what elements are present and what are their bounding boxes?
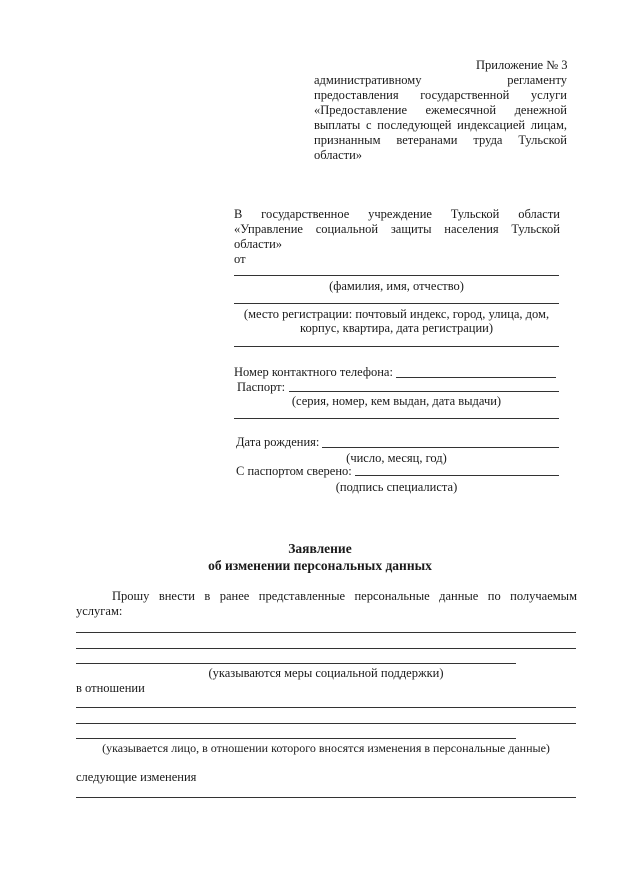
request-text: услугам:	[76, 604, 123, 618]
person-line[interactable]	[76, 738, 516, 739]
measures-line[interactable]	[76, 663, 516, 664]
birth-field[interactable]	[322, 447, 559, 448]
addressee-line: «Управление социальной защиты населения Тульской	[234, 222, 560, 236]
addressee-line: области»	[234, 237, 283, 251]
request-text: Прошу внести в ранее представленные персональные данные по получаемым	[112, 589, 577, 603]
regarding-label: в отношении	[76, 681, 145, 695]
fio-caption: (фамилия, имя, отчество)	[329, 279, 464, 293]
passport-line[interactable]	[234, 418, 559, 419]
appendix-line: предоставления государственной услуги	[314, 88, 567, 102]
measures-line[interactable]	[76, 648, 576, 649]
appendix-line: признанным ветеранами труда Тульской	[314, 133, 567, 147]
appendix-line: области»	[314, 148, 363, 162]
appendix-line: административному регламенту	[314, 73, 567, 87]
addressee-line: В государственное учреждение Тульской области	[234, 207, 560, 221]
statement-subtitle: об изменении персональных данных	[208, 558, 432, 573]
phone-label: Номер контактного телефона:	[234, 365, 393, 379]
person-line[interactable]	[76, 723, 576, 724]
passport-label: Паспорт:	[237, 380, 286, 394]
address-caption: (место регистрации: почтовый индекс, город, улица, дом,	[243, 307, 550, 321]
appendix-number: Приложение № 3	[476, 58, 568, 72]
birth-caption: (число, месяц, год)	[346, 451, 447, 465]
changes-line[interactable]	[76, 797, 576, 798]
person-caption: (указывается лицо, в отношении которого вносятся изменения в персональные данные)	[102, 741, 550, 755]
changes-label: следующие изменения	[76, 770, 197, 784]
birth-label: Дата рождения:	[236, 435, 320, 449]
address-caption: корпус, квартира, дата регистрации)	[300, 321, 493, 335]
statement-title: Заявление	[288, 541, 352, 556]
appendix-line: «Предоставление ежемесячной денежной	[314, 103, 567, 117]
from-label: от	[234, 252, 246, 266]
address-line[interactable]	[234, 346, 559, 347]
passport-field[interactable]	[289, 391, 559, 392]
address-line[interactable]	[234, 303, 559, 304]
person-line[interactable]	[76, 707, 576, 708]
measures-line[interactable]	[76, 632, 576, 633]
passport-caption: (серия, номер, кем выдан, дата выдачи)	[291, 394, 502, 408]
fio-line[interactable]	[234, 275, 559, 276]
phone-field[interactable]	[396, 377, 556, 378]
verified-label: С паспортом сверено:	[236, 464, 352, 478]
verified-caption: (подпись специалиста)	[335, 480, 458, 494]
measures-caption: (указываются меры социальной поддержки)	[208, 666, 444, 680]
appendix-line: выплаты с последующей индексацией лицам,	[314, 118, 567, 132]
verified-field[interactable]	[355, 475, 559, 476]
